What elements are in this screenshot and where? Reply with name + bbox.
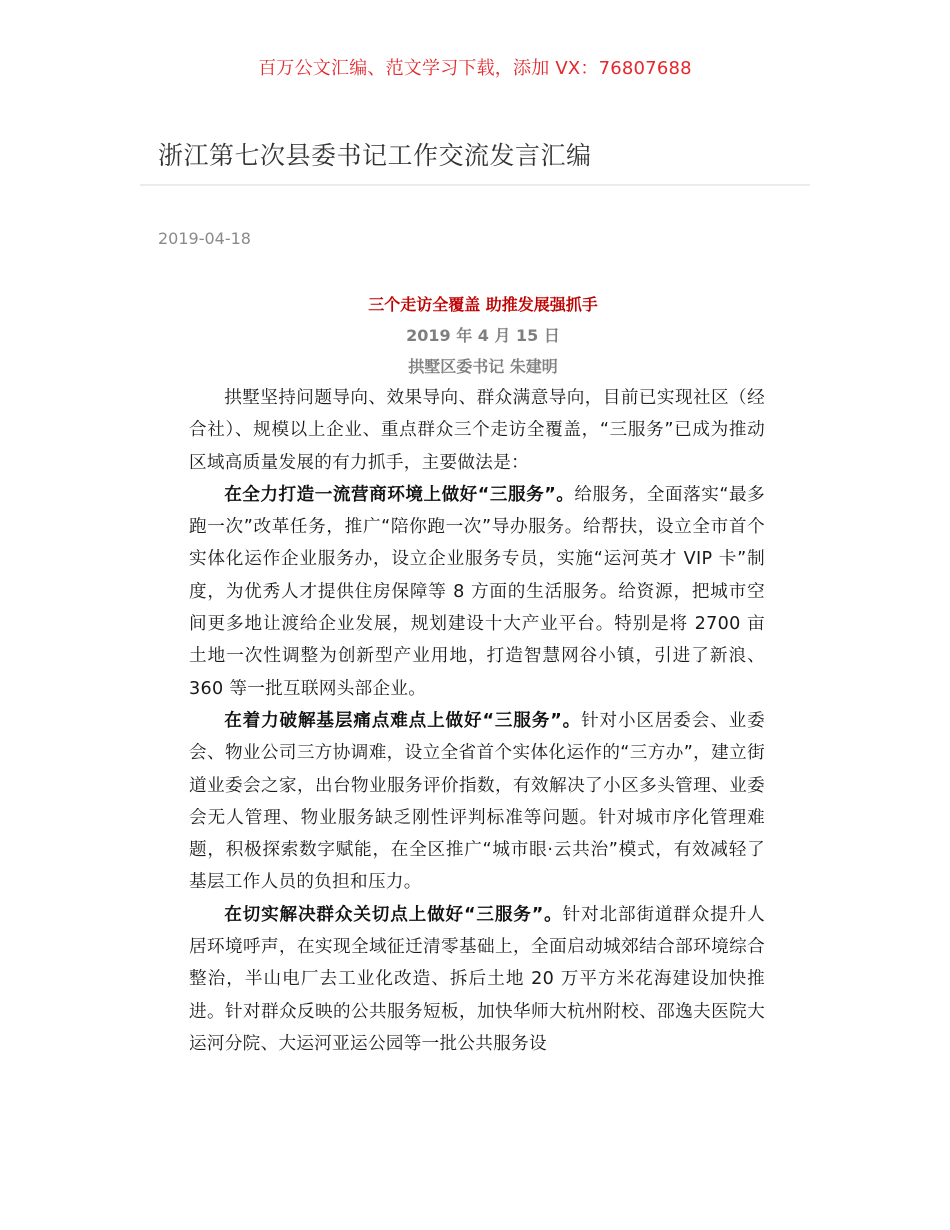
paragraph-text: 针对小区居委会、业委会、物业公司三方协调难，设立全省首个实体化运作的“三方办”，建立街道业委会之家，出台物业服务评价指数，有效解决了小区多头管理、业委会无人管理、物业服务缺乏刚性评判标准等问题。针对城市序化管理难题，积极探索数字赋能，在全区推广“城市眼·云共治”模式，有效减轻了基层工作人员的负担和压力。 bbox=[189, 710, 765, 893]
article-title: 浙江第七次县委书记工作交流发言汇编 bbox=[158, 141, 592, 170]
paragraph-business-environment bbox=[189, 479, 765, 705]
paragraph-text: 拱墅坚持问题导向、效果导向、群众满意导向，目前已实现社区（经合社）、规模以上企业、重点群众三个走访全覆盖，“三服务”已成为推动区域高质量发展的有力抓手，主要做法是： bbox=[189, 388, 765, 473]
paragraph-text: 针对北部街道群众提升人居环境呼声，在实现全域征迁清零基础上，全面启动城郊结合部环境综合整治，半山电厂去工业化改造、拆后土地 20 万平方米花海建设加快推进。针对群众反映的公共服务短板，加快华师大杭州附校、邵逸夫医院大运河分院、大运河亚运公园等一批公共服务设 bbox=[189, 904, 765, 1054]
publish-date: 2019-04-18 bbox=[158, 229, 251, 248]
paragraph-lead: 在全力打造一流营商环境上做好“三服务”。 bbox=[224, 484, 575, 505]
speech-date: 2019 年 4 月 15 日 bbox=[406, 326, 560, 345]
document-heading: 三个走访全覆盖 助推发展强抓手 bbox=[368, 295, 598, 314]
paragraph-public-concerns bbox=[189, 899, 765, 1060]
document-body bbox=[189, 290, 765, 1060]
paragraph-intro bbox=[189, 382, 765, 479]
title-divider bbox=[140, 184, 810, 186]
promo-banner: 百万公文汇编、范文学习下载，添加 VX：76807688 bbox=[258, 58, 692, 79]
paragraph-text: 给服务，全面落实“最多跑一次”改革任务，推广“陪你跑一次”导办服务。给帮扶，设立全市首个实体化运作企业服务办，设立企业服务专员，实施“运河英才 VIP 卡”制度，为优秀人才提供住房保障等 8 方面的生活服务。给资源，把城市空间更多地让渡给企业发展，规划建设十大产业平台。特别是将 2700 亩土地一次性调整为创新型产业用地，打造智慧网谷小镇，引进了新浪、360 等一批互联网头部企业。 bbox=[189, 484, 765, 699]
speaker-line: 拱墅区委书记 朱建明 bbox=[408, 357, 558, 376]
paragraph-grassroots bbox=[189, 705, 765, 899]
paragraph-lead: 在切实解决群众关切点上做好“三服务”。 bbox=[224, 904, 563, 925]
paragraph-lead: 在着力破解基层痛点难点上做好“三服务”。 bbox=[224, 710, 582, 731]
